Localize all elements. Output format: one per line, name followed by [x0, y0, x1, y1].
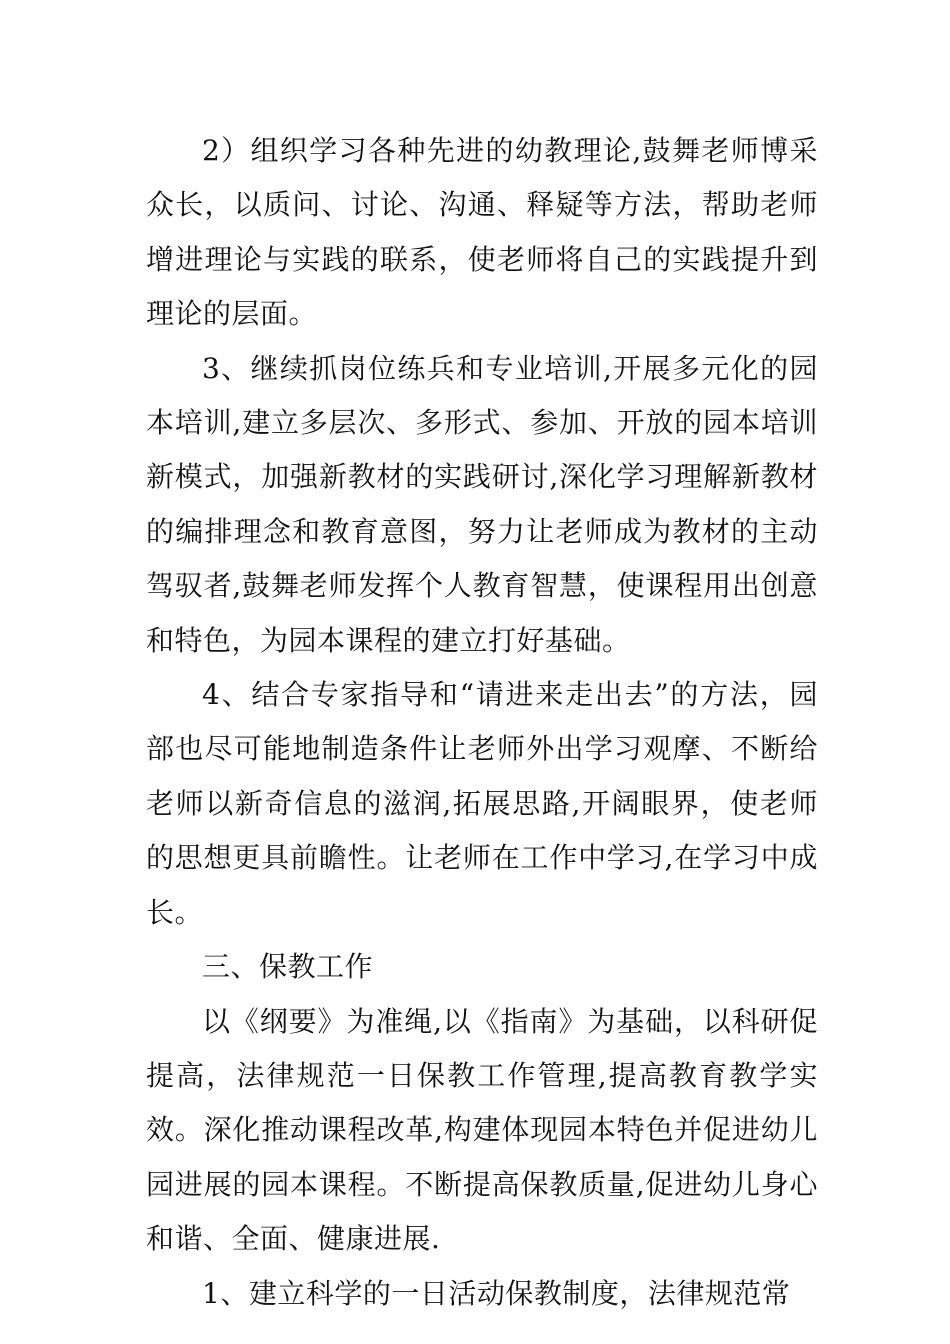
paragraph-training: 3、继续抓岗位练兵和专业培训,开展多元化的园本培训,建立多层次、多形式、参加、开放的园本培训新模式，加强新教材的实践研讨,深化学习理解新教材的编排理念和教育意图，努力让老师成为教材的主动驾驭者,鼓舞老师发挥个人教育智慧，使课程用出创意和特色，为园本课程的建立打好基础。 [146, 351, 818, 657]
paragraph-daily-system: 1、建立科学的一日活动保教制度，法律规范常 [202, 1276, 791, 1310]
section-heading-care-education: 三、保教工作 [202, 950, 374, 984]
paragraph-expert-guidance: 4、结合专家指导和“请进来走出去”的方法，园部也尽可能地制造条件让老师外出学习观摩、不断给老师以新奇信息的滋润,拓展思路,开阔眼界，使老师的思想更具前瞻性。让老师在工作中学习,在学习中成长。 [146, 678, 818, 929]
document-body [146, 124, 818, 1321]
paragraph-theory-study: 2）组织学习各种先进的幼教理论,鼓舞老师博采众长，以质问、讨论、沟通、释疑等方法，帮助老师增进理论与实践的联系，使老师将自己的实践提升到理论的层面。 [146, 134, 818, 331]
paragraph-guidelines: 以《纲要》为准绳,以《指南》为基础，以科研促提高，法律规范一日保教工作管理,提高教育教学实效。深化推动课程改革,构建体现园本特色并促进幼儿园进展的园本课程。不断提高保教质量,促进幼儿身心和谐、全面、健康进展. [146, 1004, 818, 1256]
